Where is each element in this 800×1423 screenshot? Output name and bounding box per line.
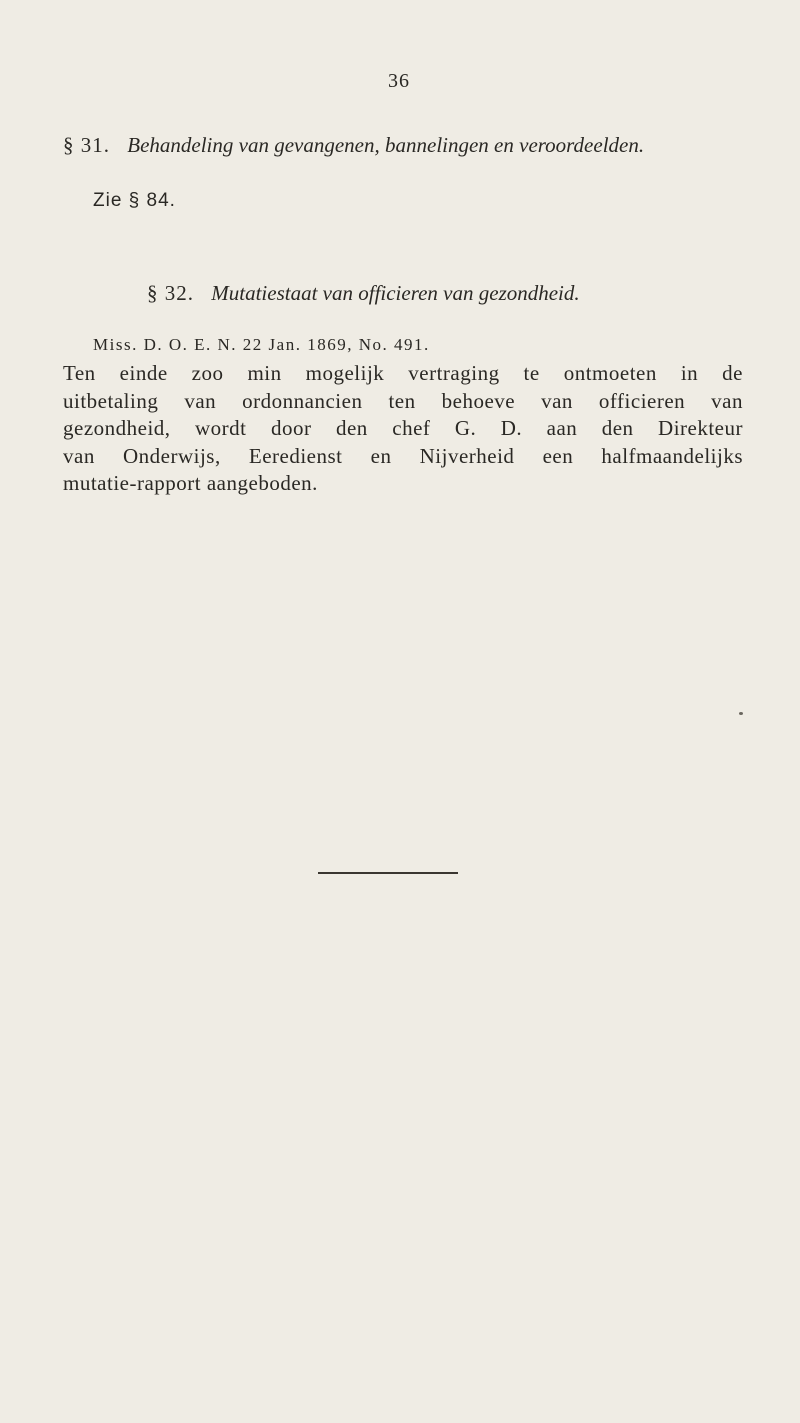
body-line: van Onderwijs, Eeredienst en Nijverheid een halfmaandelijks (63, 443, 743, 468)
missive-reference: Miss. D. O. E. N. 22 Jan. 1869, No. 491. (93, 335, 430, 354)
section-end-rule (318, 872, 458, 874)
body-line: mutatie-rapport aangeboden. (63, 471, 318, 495)
section-31-heading (63, 133, 644, 158)
section-31-title: Behandeling van gevangenen, bannelingen en veroordeelden. (127, 133, 645, 157)
body-line: gezondheid, wordt door den chef G. D. aan den Direkteur (63, 416, 743, 440)
section-32-number: § 32. (147, 281, 194, 305)
section-32-title: Mutatiestaat van officieren van gezondheid. (211, 281, 580, 305)
body-paragraph (63, 360, 743, 498)
body-line: uitbetaling van ordonnancien ten behoeve van officieren van (63, 388, 743, 413)
ink-speck (739, 712, 743, 715)
body-line: Ten einde zoo min mogelijk vertraging te ontmoeten in de (63, 361, 743, 385)
section-31-number: § 31. (63, 133, 110, 157)
page-number: 36 (388, 70, 410, 92)
section-32-heading (147, 281, 580, 306)
cross-reference: Zie § 84. (93, 190, 176, 211)
